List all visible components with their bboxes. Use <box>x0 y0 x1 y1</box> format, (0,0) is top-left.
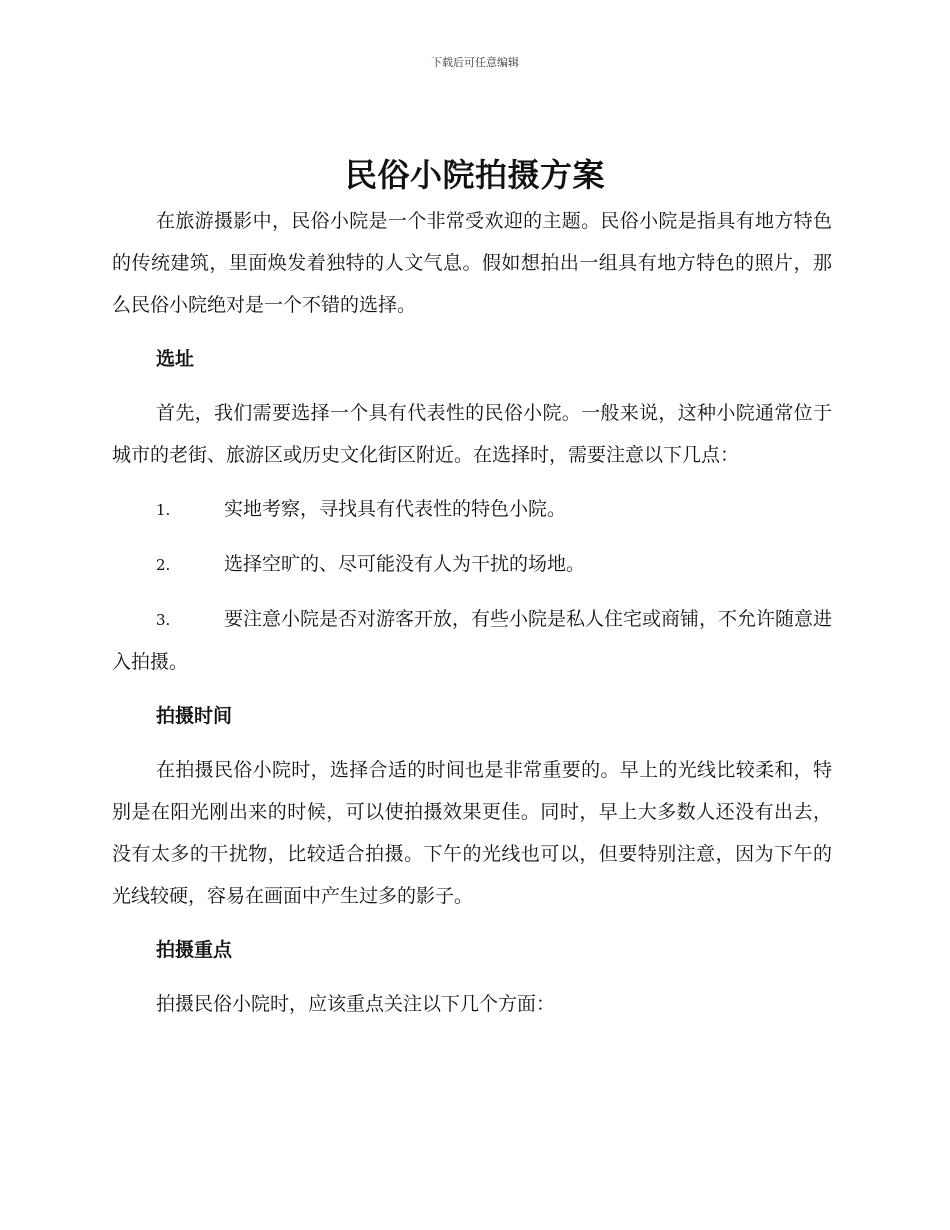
list-number: 1. <box>156 501 171 519</box>
list-number: 3. <box>156 611 171 629</box>
section-heading-location: 选址 <box>156 348 195 370</box>
document-body <box>112 200 832 1025</box>
list-item <box>112 598 832 683</box>
section-heading-shooting-time: 拍摄时间 <box>156 705 233 727</box>
list-number: 2. <box>156 556 171 574</box>
location-paragraph: 首先，我们需要选择一个具有代表性的民俗小院。一般来说，这种小院通常位于城市的老街、旅游区或历史文化街区附近。在选择时，需要注意以下几点： <box>112 402 832 466</box>
section-heading-shooting-focus: 拍摄重点 <box>156 939 233 961</box>
intro-paragraph: 在旅游摄影中，民俗小院是一个非常受欢迎的主题。民俗小院是指具有地方特色的传统建筑，里面焕发着独特的人文气息。假如想拍出一组具有地方特色的照片，那么民俗小院绝对是一个不错的选择。 <box>112 210 832 316</box>
shooting-focus-paragraph: 拍摄民俗小院时，应该重点关注以下几个方面： <box>156 993 556 1015</box>
header-note: 下载后可任意编辑 <box>431 56 519 69</box>
shooting-time-paragraph: 在拍摄民俗小院时，选择合适的时间也是非常重要的。早上的光线比较柔和，特别是在阳光刚出来的时候，可以使拍摄效果更佳。同时，早上大多数人还没有出去，没有太多的干扰物，比较适合拍摄。下午的光线也可以，但要特别注意，因为下午的光线较硬，容易在画面中产生过多的影子。 <box>112 759 832 907</box>
list-item-text: 要注意小院是否对游客开放，有些小院是私人住宅或商铺，不允许随意进入拍摄。 <box>112 608 833 673</box>
list-item <box>112 488 832 531</box>
list-item-text: 选择空旷的、尽可能没有人为干扰的场地。 <box>224 553 586 575</box>
list-item <box>112 543 832 586</box>
document-title: 民俗小院拍摄方案 <box>344 156 605 194</box>
list-item-text: 实地考察，寻找具有代表性的特色小院。 <box>224 498 567 520</box>
